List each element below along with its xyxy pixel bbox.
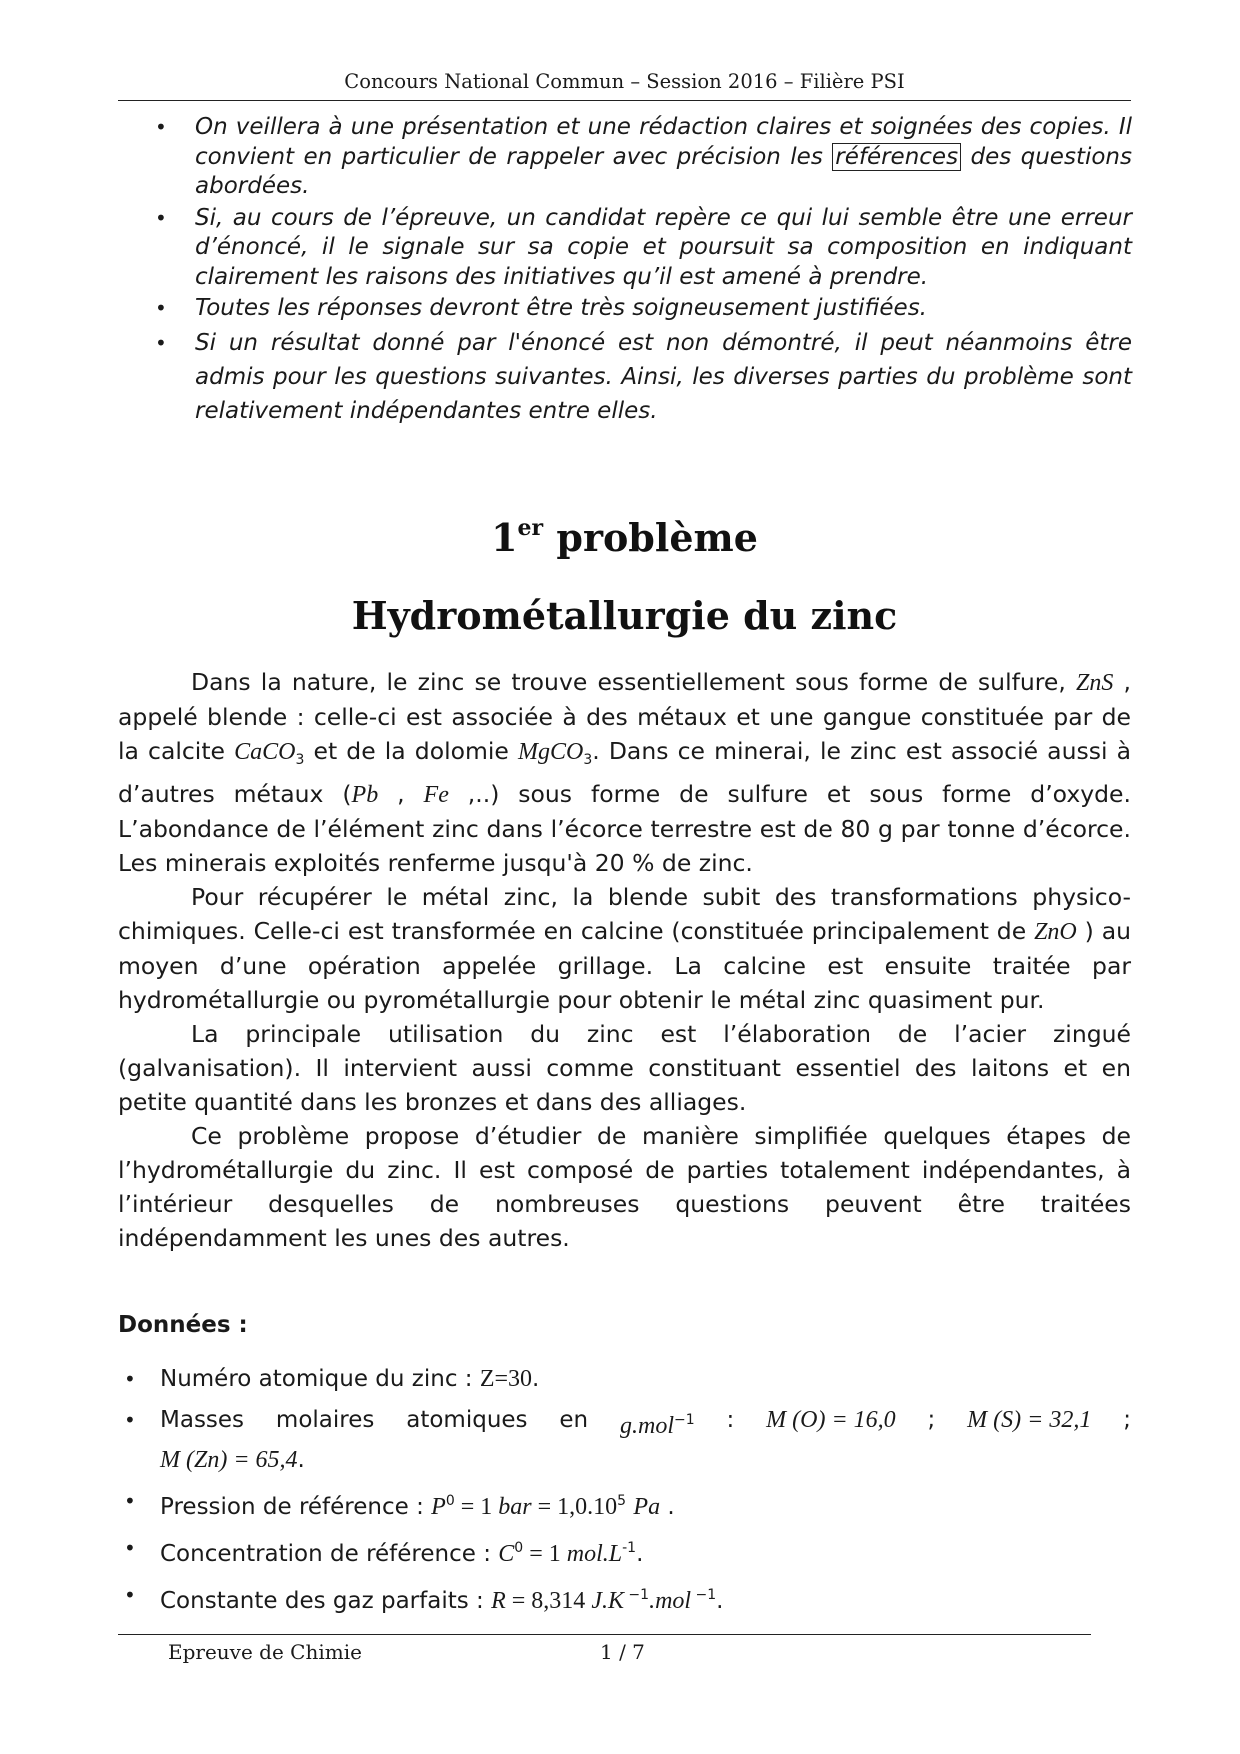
instructions-list (150, 113, 1132, 430)
instruction-item: • Si un résultat donné par l'énoncé est non démontré, il peut néanmoins être admis pour les questions suivantes. Ainsi, les diverses parties du problème sont relativement indépendantes entre elles. (150, 326, 1132, 428)
bullet-icon: • (124, 1536, 136, 1560)
boxed-word: références (832, 143, 961, 171)
donnee-item: • Pression de référence : $P^0 = 1$ bar = $1,0.10^5$ Pa . (118, 1484, 1131, 1524)
problem-title: Hydrométallurgie du zinc (351, 593, 898, 638)
donnee-item: • Numéro atomique du zinc : Z=30. (118, 1362, 1131, 1396)
problem-number: 1er problème (491, 515, 758, 560)
donnee-item: • Concentration de référence : $C^0 = 1$ $mol.L^{-1}$. (118, 1531, 1131, 1571)
bullet-icon: • (155, 205, 167, 230)
intro-paragraph: Dans la nature, le zinc se trouve essentiellement sous forme de sulfure, ZnS , appelé blende : celle-ci est associée à des métaux et une gangue constituée par de la calcite CaCO$_3$ et de la dolomie MgCO$_3$. Dans ce minerai, le zinc est associé aussi à d’autres métaux (Pb , Fe ,..) sous forme de sulfure et sous forme d’oxyde. L’abondance de l’élément zinc dans l’écorce terrestre est de 80 g par tonne d’écorce. Les minerais exploités renferme jusqu'à 20 % de zinc. (118, 668, 1131, 877)
header-title: Concours National Commun – Session 2016 – Filière PSI (344, 70, 905, 93)
intro-text (118, 665, 1131, 1255)
footer-page-number: 1 / 7 (600, 1640, 645, 1664)
instruction-item: • Si, au cours de l’épreuve, un candidat repère ce qui lui semble être une erreur d’énoncé, il le signale sur sa copie et poursuit sa composition en indiquant clairement les raisons des initiatives qu’il est amené à prendre. (155, 204, 1132, 290)
bullet-icon: • (124, 1367, 136, 1391)
bullet-icon: • (155, 115, 167, 139)
donnee-item: • Constante des gaz parfaits : R = 8,314 J.K $^{-1}$.mol $^{-1}$. (118, 1578, 1131, 1618)
bullet-icon: • (124, 1408, 136, 1432)
bullet-icon: • (124, 1489, 136, 1513)
instruction-item: • Toutes les réponses devront être très soigneusement justifiées. (150, 294, 1132, 324)
donnees-list (118, 1362, 1131, 1625)
donnees-title: Données : (118, 1312, 248, 1338)
intro-paragraph: Pour récupérer le métal zinc, la blende subit des transformations physico-chimiques. Celle-ci est transformée en calcine (constituée principalement de ZnO ) au moyen d’une opération appelée grillage. La calcine est ensuite traitée par hydrométallurgie ou pyrométallurgie pour obtenir le métal zinc quasiment pur. (118, 883, 1131, 1014)
footer-subject: Epreuve de Chimie (168, 1640, 362, 1664)
donnee-item: • Masses molaires atomiques en g.mol$^{-1}$ : M (O) = 16,0 ; M (S) = 32,1 ; M (Zn) = 65,4. (118, 1403, 1131, 1477)
header-rule (118, 100, 1131, 101)
instruction-item: • On veillera à une présentation et une rédaction claires et soignées des copies. Il convient en particulier de rappeler avec précision les références des questions abordées. (155, 114, 1132, 199)
bullet-icon: • (155, 296, 167, 320)
intro-paragraph: Ce problème propose d’étudier de manière simplifiée quelques étapes de l’hydrométallurgie du zinc. Il est composé de parties totalement indépendantes, à l’intérieur desquelles de nombreuses questions peuvent être traitées indépendamment les unes des autres. (118, 1122, 1131, 1252)
bullet-icon: • (155, 330, 167, 355)
bullet-icon: • (124, 1583, 136, 1607)
intro-paragraph: La principale utilisation du zinc est l’élaboration de l’acier zingué (galvanisation). Il intervient aussi comme constituant essentiel des laitons et en petite quantité dans les bronzes et dans des alliages. (118, 1020, 1131, 1116)
footer-rule (118, 1634, 1091, 1635)
